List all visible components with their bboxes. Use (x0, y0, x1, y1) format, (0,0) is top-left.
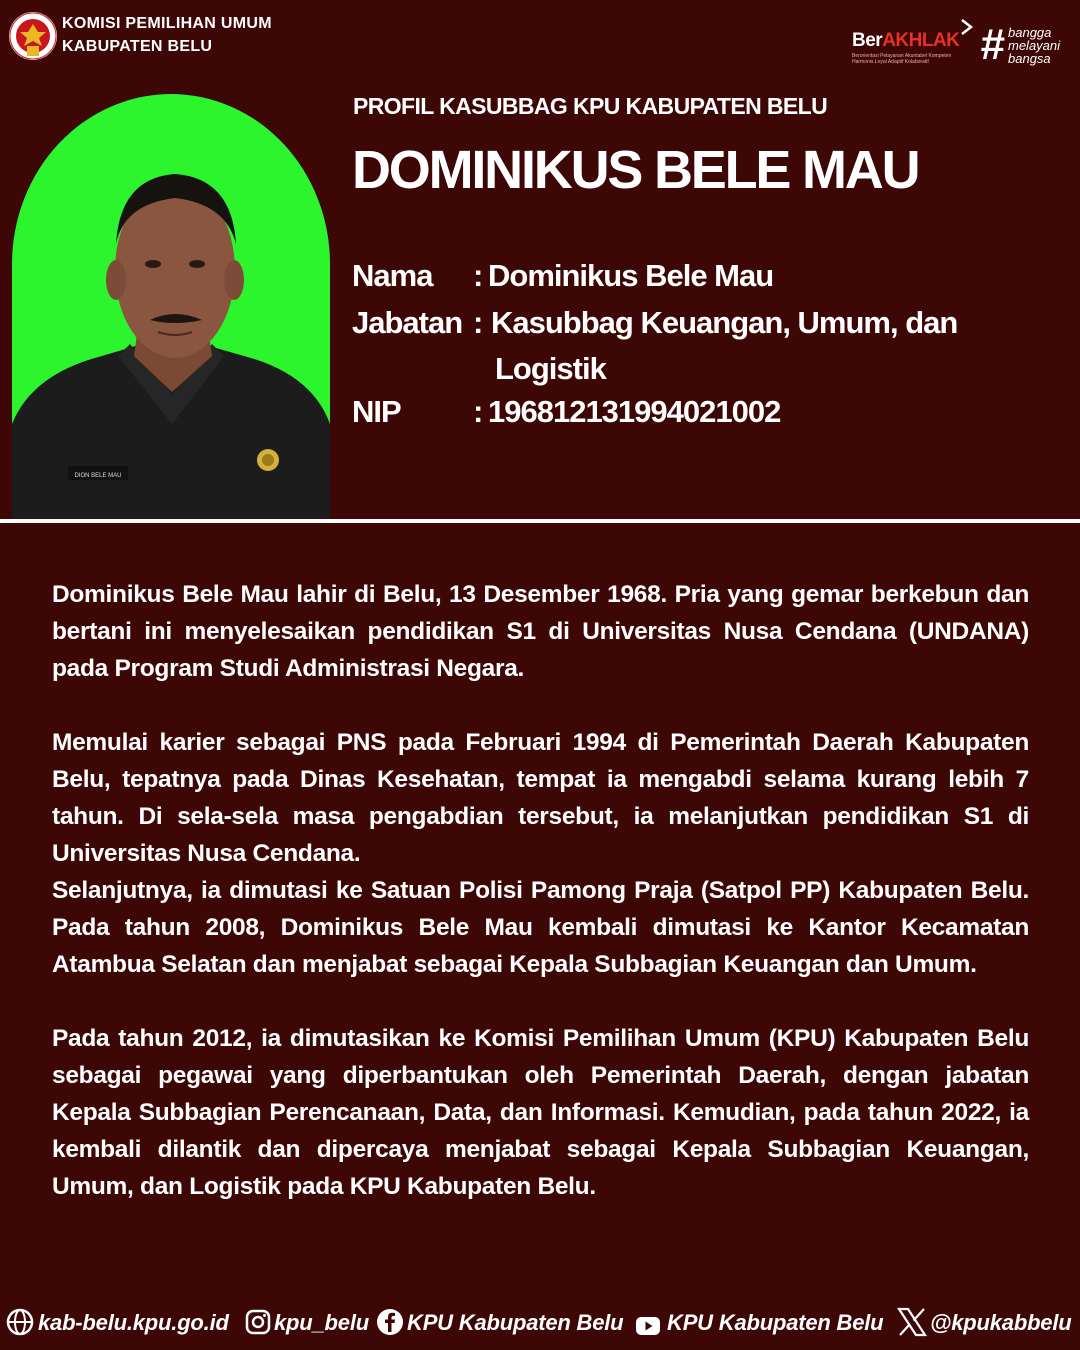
org-line-2: KABUPATEN BELU (62, 38, 213, 55)
profile-name-title: DOMINIKUS BELE MAU (352, 140, 919, 200)
profile-photo (12, 94, 330, 518)
hashtag-icon: # (980, 20, 1005, 69)
x-link[interactable]: @kpukabbelu (930, 1310, 1072, 1335)
info-value: Kasubbag Keuangan, Umum, dan (491, 305, 958, 340)
bangga-line-1: bangga (1008, 25, 1052, 40)
website-link[interactable]: kab-belu.kpu.go.id (38, 1310, 229, 1335)
section-divider (0, 519, 1080, 523)
x-icon (896, 1306, 928, 1338)
info-label: Nama (352, 258, 433, 293)
bangga-line-3: bangsa (1008, 51, 1051, 66)
name-tag: DION BELE MAU (74, 473, 122, 479)
social-footer (0, 1300, 1080, 1350)
info-colon: : (473, 305, 483, 340)
person-portrait (12, 94, 330, 518)
berakhlak-logo (850, 18, 975, 68)
org-line-1: KOMISI PEMILIHAN UMUM (62, 15, 272, 32)
bio-paragraph-1: Dominikus Bele Mau lahir di Belu, 13 Desember 1968. Pria yang gemar berkebun dan bertani ini menyelesaikan pendidikan S1 di Universitas Nusa Cendana (UNDANA) pada Program Studi Administrasi Negara. (52, 581, 1029, 682)
info-value: Dominikus Bele Mau (488, 258, 774, 293)
berakhlak-subtitle: Berorientasi Pelayanan Akuntabel Kompeten Harmonis Loyal Adaptif Kolaboratif (852, 53, 952, 65)
info-colon: : (473, 258, 483, 293)
chevron-right-icon (960, 18, 974, 36)
globe-icon (6, 1308, 34, 1336)
bio-paragraph-3: Selanjutnya, ia dimutasi ke Satuan Polisi Pamong Praja (Satpol PP) Kabupaten Belu. Pada tahun 2008, Dominikus Bele Mau kembali dimutasi ke Kantor Kecamatan Atambua Selatan dan menjabat sebagai Kepala Subbagian Keuangan dan Umum. (52, 877, 1029, 978)
youtube-icon (634, 1312, 662, 1340)
facebook-icon (376, 1308, 404, 1336)
youtube-link[interactable]: KPU Kabupaten Belu (667, 1310, 884, 1335)
info-label: NIP (352, 394, 401, 429)
kpu-logo-icon (8, 8, 58, 66)
bangga-line-2: melayani (1008, 38, 1061, 53)
instagram-icon (244, 1308, 272, 1336)
info-label: Jabatan (352, 305, 463, 340)
berakhlak-title: BerAKHLAK (852, 30, 960, 51)
bio-paragraph-2: Memulai karier sebagai PNS pada Februari 1994 di Pemerintah Daerah Kabupaten Belu, tepatnya pada Dinas Kesehatan, tempat ia mengabdi selama kurang lebih 7 tahun. Di sela-sela masa pengabdian tersebut, ia melanjutkan pendidikan S1 di Universitas Nusa Cendana. (52, 729, 1029, 867)
profile-pre-title: PROFIL KASUBBAG KPU KABUPATEN BELU (353, 93, 828, 119)
info-value-continued: Logistik (495, 351, 606, 386)
bio-paragraph-4: Pada tahun 2012, ia dimutasikan ke Komisi Pemilihan Umum (KPU) Kabupaten Belu sebagai pegawai yang diperbantukan oleh Pemerintah Daerah, dengan jabatan Kepala Subbagian Perencanaan, Data, dan Informasi. Kemudian, pada tahun 2022, ia kembali dilantik dan dipercaya menjabat sebagai Kepala Subbagian Keuangan, Umum, dan Logistik pada KPU Kabupaten Belu. (52, 1025, 1029, 1200)
organization-name (62, 12, 272, 58)
instagram-link[interactable]: kpu_belu (274, 1310, 369, 1335)
facebook-link[interactable]: KPU Kabupaten Belu (407, 1310, 624, 1335)
header (0, 0, 1080, 80)
info-value: 196812131994021002 (488, 394, 781, 429)
biography (52, 576, 1029, 1205)
bangga-text (1008, 26, 1060, 65)
bangga-melayani-bangsa-logo (980, 20, 1075, 69)
info-colon: : (473, 394, 483, 429)
